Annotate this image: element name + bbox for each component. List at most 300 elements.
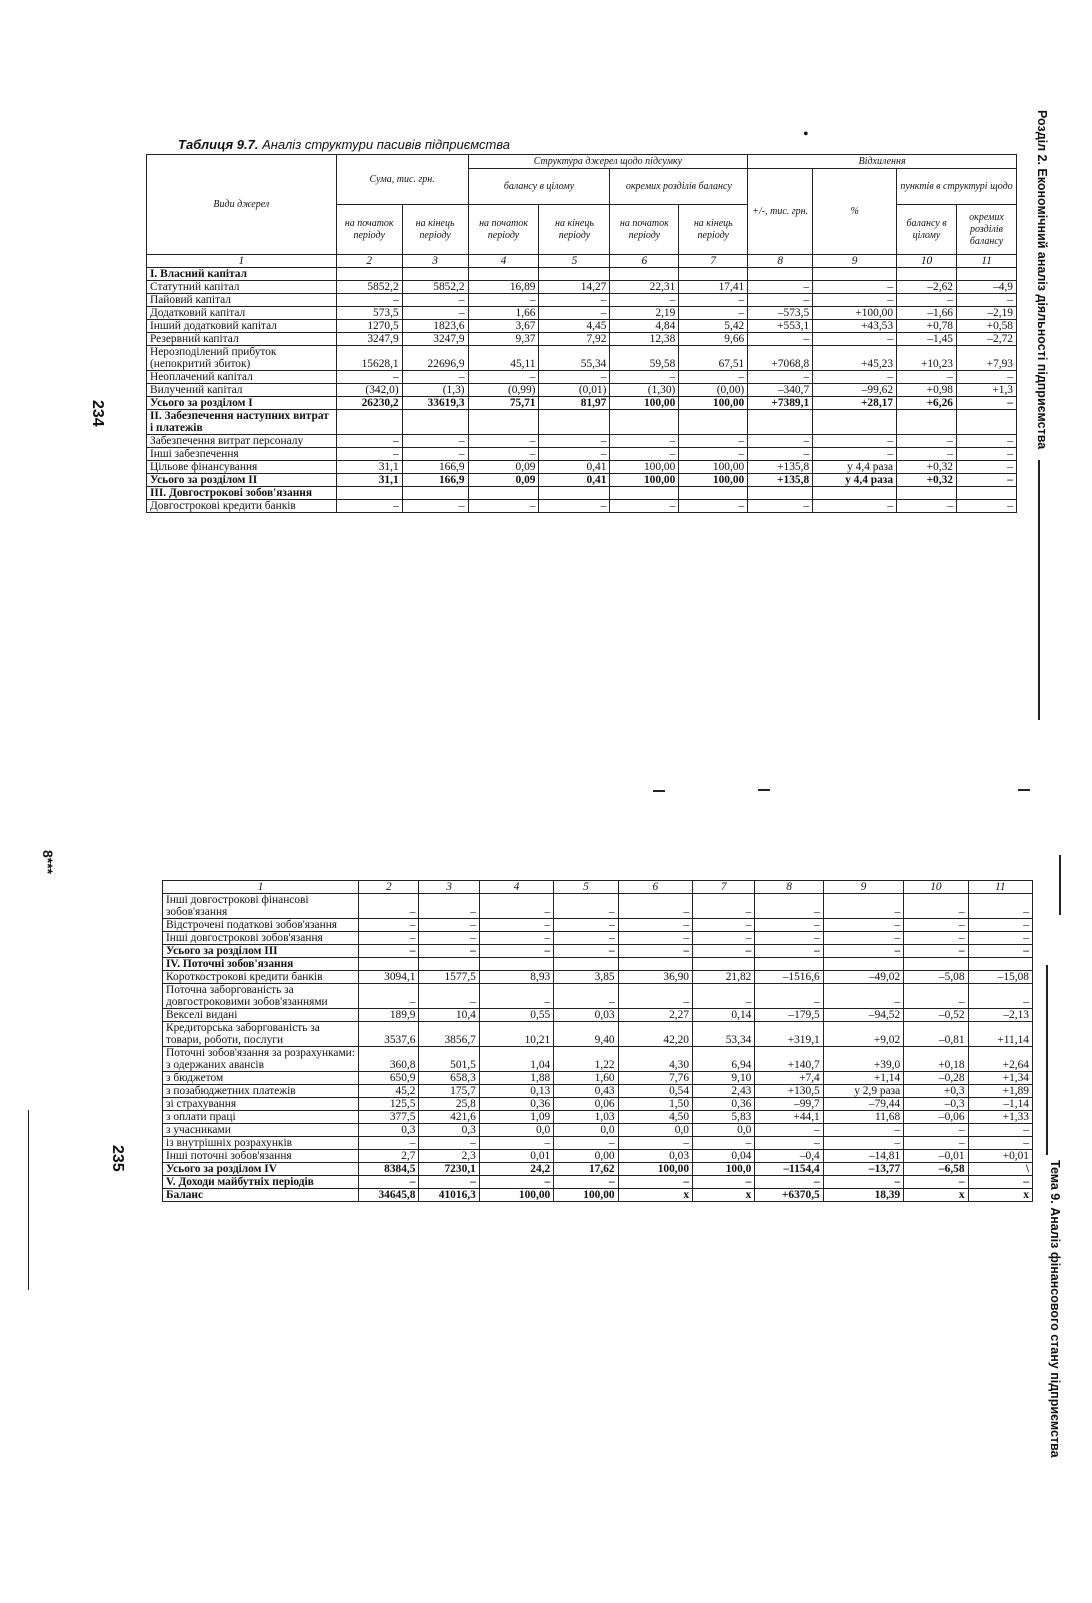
value-cell: – <box>479 894 553 919</box>
table-row <box>147 397 1017 410</box>
table-row <box>163 1111 1033 1124</box>
value-cell: – <box>904 1137 968 1150</box>
value-cell: +7068,8 <box>748 346 813 371</box>
value-cell: 100,0 <box>693 1163 755 1176</box>
row-label: Неоплачений капітал <box>147 371 337 384</box>
value-cell: – <box>968 894 1032 919</box>
value-cell: – <box>813 294 897 307</box>
value-cell: – <box>419 1176 479 1189</box>
table-row <box>147 333 1017 346</box>
value-cell: – <box>468 500 539 513</box>
value-cell: +130,5 <box>755 1085 823 1098</box>
value-cell <box>679 410 748 435</box>
row-label: Усього за розділом ІІІ <box>163 945 359 958</box>
header-p-sections: окремих розділів балансу <box>957 205 1017 255</box>
value-cell: 1270,5 <box>336 320 402 333</box>
value-cell: – <box>618 945 692 958</box>
value-cell: – <box>419 984 479 1009</box>
value-cell: – <box>679 371 748 384</box>
column-number-cell: 2 <box>336 255 402 268</box>
value-cell: – <box>539 371 610 384</box>
value-cell: +10,23 <box>897 346 957 371</box>
value-cell <box>897 410 957 435</box>
value-cell: – <box>957 461 1017 474</box>
column-number-cell: 6 <box>618 881 692 894</box>
table-row <box>147 474 1017 487</box>
value-cell: –1516,6 <box>755 971 823 984</box>
value-cell: –2,72 <box>957 333 1017 346</box>
value-cell: +43,53 <box>813 320 897 333</box>
margin-rule <box>1038 460 1040 720</box>
value-cell: – <box>554 919 618 932</box>
value-cell: 3094,1 <box>359 971 419 984</box>
value-cell <box>618 958 692 971</box>
value-cell: – <box>968 1176 1032 1189</box>
header-start: на початок періоду <box>336 205 402 255</box>
value-cell: – <box>897 500 957 513</box>
column-number-row <box>147 255 1017 268</box>
value-cell: –94,52 <box>823 1009 903 1022</box>
value-cell: 4,45 <box>539 320 610 333</box>
row-label: Нерозподілений прибуток (непокритий збиток) <box>147 346 337 371</box>
row-label: Інший додатковий капітал <box>147 320 337 333</box>
value-cell: 166,9 <box>402 461 468 474</box>
column-number-cell: 8 <box>755 881 823 894</box>
value-cell: – <box>813 500 897 513</box>
table-row <box>163 1072 1033 1085</box>
value-cell: –340,7 <box>748 384 813 397</box>
row-label: ІІ. Забезпечення наступних витрат і платежів <box>147 410 337 435</box>
row-label: Інші довгострокові фінансові зобов'язання <box>163 894 359 919</box>
value-cell: (0,00) <box>679 384 748 397</box>
table-caption <box>178 137 510 152</box>
row-label: Усього за розділом IV <box>163 1163 359 1176</box>
value-cell: 0,0 <box>554 1124 618 1137</box>
header-kinds: Види джерел <box>147 155 337 255</box>
value-cell: 8,93 <box>479 971 553 984</box>
value-cell: – <box>539 500 610 513</box>
value-cell: – <box>748 294 813 307</box>
value-cell: – <box>823 894 903 919</box>
value-cell: 1,09 <box>479 1111 553 1124</box>
value-cell: 2,7 <box>359 1150 419 1163</box>
header-start: на початок періоду <box>610 205 679 255</box>
value-cell <box>468 487 539 500</box>
value-cell: +1,34 <box>968 1072 1032 1085</box>
value-cell: 0,09 <box>468 461 539 474</box>
value-cell: – <box>359 984 419 1009</box>
value-cell: – <box>539 294 610 307</box>
value-cell: 10,4 <box>419 1009 479 1022</box>
header-sections: окремих розділів балансу <box>610 169 748 205</box>
value-cell: 1,60 <box>554 1072 618 1085</box>
value-cell: 0,41 <box>539 461 610 474</box>
table-row <box>163 1098 1033 1111</box>
value-cell: – <box>904 984 968 1009</box>
header-pct: % <box>813 169 897 255</box>
table-row <box>147 294 1017 307</box>
value-cell <box>693 958 755 971</box>
value-cell <box>539 487 610 500</box>
value-cell: – <box>610 294 679 307</box>
value-cell: 0,0 <box>618 1124 692 1137</box>
value-cell: +6370,5 <box>755 1189 823 1202</box>
value-cell: +1,89 <box>968 1085 1032 1098</box>
value-cell: – <box>904 919 968 932</box>
row-label: з позабюджетних платежів <box>163 1085 359 1098</box>
value-cell: 25,8 <box>419 1098 479 1111</box>
value-cell: 53,34 <box>693 1022 755 1047</box>
value-cell: 0,04 <box>693 1150 755 1163</box>
value-cell: –1,45 <box>897 333 957 346</box>
value-cell: 5,42 <box>679 320 748 333</box>
value-cell: +28,17 <box>813 397 897 410</box>
row-label: Довгострокові кредити банків <box>147 500 337 513</box>
value-cell: 100,00 <box>610 397 679 410</box>
value-cell: +100,00 <box>813 307 897 320</box>
value-cell: 2,3 <box>419 1150 479 1163</box>
value-cell <box>897 487 957 500</box>
header-start: на початок періоду <box>468 205 539 255</box>
row-label: Відстрочені податкові зобов'язання <box>163 919 359 932</box>
value-cell: (0,01) <box>539 384 610 397</box>
column-number-cell: 5 <box>539 255 610 268</box>
value-cell: 1,04 <box>479 1047 553 1072</box>
value-cell: – <box>679 500 748 513</box>
value-cell <box>539 268 610 281</box>
value-cell: (342,0) <box>336 384 402 397</box>
value-cell: 1823,6 <box>402 320 468 333</box>
value-cell: 0,0 <box>693 1124 755 1137</box>
row-label: Поточні зобов'язання за розрахунками: з одержаних авансів <box>163 1047 359 1072</box>
value-cell <box>897 268 957 281</box>
table-row <box>147 371 1017 384</box>
value-cell: – <box>419 894 479 919</box>
value-cell: – <box>968 1137 1032 1150</box>
value-cell: – <box>419 945 479 958</box>
value-cell: – <box>813 371 897 384</box>
row-label: Інші забезпечення <box>147 448 337 461</box>
value-cell: – <box>610 448 679 461</box>
value-cell <box>748 487 813 500</box>
value-cell: 36,90 <box>618 971 692 984</box>
value-cell: (0,99) <box>468 384 539 397</box>
table-row <box>163 1085 1033 1098</box>
liabilities-table-part2 <box>162 880 1033 1202</box>
value-cell: 55,34 <box>539 346 610 371</box>
value-cell: – <box>823 1137 903 1150</box>
value-cell <box>359 958 419 971</box>
value-cell: – <box>748 371 813 384</box>
value-cell: 9,40 <box>554 1022 618 1047</box>
value-cell: x <box>618 1189 692 1202</box>
value-cell: – <box>336 294 402 307</box>
value-cell: – <box>618 919 692 932</box>
value-cell: – <box>748 435 813 448</box>
value-cell: 100,00 <box>610 461 679 474</box>
value-cell: \ <box>968 1163 1032 1176</box>
value-cell <box>419 958 479 971</box>
value-cell: – <box>359 894 419 919</box>
value-cell: 650,9 <box>359 1072 419 1085</box>
value-cell: – <box>823 1124 903 1137</box>
table-row <box>163 1124 1033 1137</box>
value-cell: – <box>755 984 823 1009</box>
row-label: із внутрішніх розрахунків <box>163 1137 359 1150</box>
value-cell: –0,52 <box>904 1009 968 1022</box>
column-number-cell: 11 <box>957 255 1017 268</box>
value-cell: 100,00 <box>610 474 679 487</box>
value-cell: 11,68 <box>823 1111 903 1124</box>
row-label: Баланс <box>163 1189 359 1202</box>
value-cell: 3247,9 <box>402 333 468 346</box>
value-cell: –0,06 <box>904 1111 968 1124</box>
value-cell: +45,23 <box>813 346 897 371</box>
value-cell: – <box>968 932 1032 945</box>
value-cell <box>957 410 1017 435</box>
value-cell: 5852,2 <box>402 281 468 294</box>
column-number-row <box>163 881 1033 894</box>
value-cell: – <box>359 919 419 932</box>
value-cell: 3,67 <box>468 320 539 333</box>
column-number-cell: 11 <box>968 881 1032 894</box>
row-label: з бюджетом <box>163 1072 359 1085</box>
value-cell: +0,18 <box>904 1047 968 1072</box>
value-cell: +135,8 <box>748 461 813 474</box>
value-cell: –179,5 <box>755 1009 823 1022</box>
value-cell: 42,20 <box>618 1022 692 1047</box>
value-cell: x <box>968 1189 1032 1202</box>
value-cell: – <box>897 294 957 307</box>
row-label: Усього за розділом ІІ <box>147 474 337 487</box>
value-cell <box>336 268 402 281</box>
table-row <box>147 435 1017 448</box>
value-cell: – <box>957 500 1017 513</box>
value-cell: у 4,4 раза <box>813 474 897 487</box>
value-cell: – <box>755 1124 823 1137</box>
value-cell: 3247,9 <box>336 333 402 346</box>
value-cell: – <box>359 945 419 958</box>
value-cell: 7,76 <box>618 1072 692 1085</box>
value-cell: 15628,1 <box>336 346 402 371</box>
value-cell: – <box>904 1124 968 1137</box>
value-cell: 67,51 <box>679 346 748 371</box>
margin-rule <box>1059 855 1061 915</box>
value-cell: – <box>610 371 679 384</box>
value-cell <box>755 958 823 971</box>
header-end: на кінець періоду <box>679 205 748 255</box>
value-cell: +319,1 <box>755 1022 823 1047</box>
scan-mark <box>653 790 665 792</box>
value-cell <box>468 268 539 281</box>
value-cell <box>813 410 897 435</box>
value-cell: 100,00 <box>479 1189 553 1202</box>
speck: • <box>803 126 809 143</box>
value-cell: 22696,9 <box>402 346 468 371</box>
value-cell: 0,01 <box>479 1150 553 1163</box>
value-cell: – <box>755 1137 823 1150</box>
value-cell <box>813 268 897 281</box>
table-row <box>163 984 1033 1009</box>
value-cell: – <box>748 448 813 461</box>
value-cell: – <box>479 932 553 945</box>
value-cell: – <box>479 1176 553 1189</box>
value-cell: 33619,3 <box>402 397 468 410</box>
table-row <box>163 894 1033 919</box>
value-cell: – <box>897 448 957 461</box>
value-cell: x <box>693 1189 755 1202</box>
value-cell: –573,5 <box>748 307 813 320</box>
value-cell: –2,19 <box>957 307 1017 320</box>
value-cell: 658,3 <box>419 1072 479 1085</box>
value-cell: +553,1 <box>748 320 813 333</box>
value-cell: –6,58 <box>904 1163 968 1176</box>
value-cell: +9,02 <box>823 1022 903 1047</box>
value-cell: 573,5 <box>336 307 402 320</box>
value-cell: +1,33 <box>968 1111 1032 1124</box>
value-cell: – <box>957 397 1017 410</box>
section-header-row <box>147 268 1017 281</box>
table-row <box>163 1022 1033 1047</box>
table-row <box>163 1137 1033 1150</box>
value-cell: 18,39 <box>823 1189 903 1202</box>
value-cell: – <box>957 474 1017 487</box>
column-number-cell: 3 <box>419 881 479 894</box>
table-row <box>163 1150 1033 1163</box>
value-cell <box>748 268 813 281</box>
value-cell: – <box>554 932 618 945</box>
value-cell: – <box>479 984 553 1009</box>
row-label: зі страхування <box>163 1098 359 1111</box>
value-cell: –1,66 <box>897 307 957 320</box>
table-row <box>147 281 1017 294</box>
header-deviation: Відхилення <box>748 155 1017 169</box>
value-cell: – <box>957 371 1017 384</box>
value-cell: 1,88 <box>479 1072 553 1085</box>
liabilities-table-part1 <box>146 154 1017 513</box>
value-cell: – <box>813 448 897 461</box>
value-cell: 81,97 <box>539 397 610 410</box>
value-cell: 100,00 <box>679 474 748 487</box>
value-cell <box>402 410 468 435</box>
value-cell: –13,77 <box>823 1163 903 1176</box>
value-cell: 21,82 <box>693 971 755 984</box>
value-cell <box>679 487 748 500</box>
value-cell: 0,36 <box>479 1098 553 1111</box>
table-row <box>147 320 1017 333</box>
value-cell: – <box>359 932 419 945</box>
value-cell: +0,58 <box>957 320 1017 333</box>
value-cell: – <box>679 294 748 307</box>
row-label: Вилучений капітал <box>147 384 337 397</box>
value-cell: – <box>554 1176 618 1189</box>
value-cell: – <box>554 894 618 919</box>
value-cell: +39,0 <box>823 1047 903 1072</box>
value-cell: 421,6 <box>419 1111 479 1124</box>
header-sum: Сума, тис. грн. <box>336 155 468 205</box>
column-number-cell: 10 <box>897 255 957 268</box>
table-row <box>163 1189 1033 1202</box>
value-cell: 4,30 <box>618 1047 692 1072</box>
value-cell: 12,38 <box>610 333 679 346</box>
value-cell: 10,21 <box>479 1022 553 1047</box>
value-cell: +6,26 <box>897 397 957 410</box>
header-points: пунктів в структурі щодо <box>897 169 1017 205</box>
column-number-cell: 9 <box>813 255 897 268</box>
value-cell <box>679 268 748 281</box>
column-number-cell: 5 <box>554 881 618 894</box>
page-number-bottom: 235 <box>109 1145 126 1172</box>
value-cell <box>748 410 813 435</box>
column-number-cell: 1 <box>147 255 337 268</box>
value-cell: 360,8 <box>359 1047 419 1072</box>
column-number-cell: 4 <box>468 255 539 268</box>
table-row <box>147 346 1017 371</box>
value-cell: 0,0 <box>479 1124 553 1137</box>
value-cell: – <box>957 448 1017 461</box>
value-cell: 0,00 <box>554 1150 618 1163</box>
value-cell: – <box>554 984 618 1009</box>
value-cell: 3,85 <box>554 971 618 984</box>
value-cell <box>968 958 1032 971</box>
value-cell: x <box>904 1189 968 1202</box>
value-cell: – <box>402 371 468 384</box>
signature-mark: 8*** <box>40 850 56 875</box>
table-row <box>163 1163 1033 1176</box>
value-cell: 0,43 <box>554 1085 618 1098</box>
header-abs: +/-, тис. грн. <box>748 169 813 255</box>
value-cell: – <box>468 435 539 448</box>
value-cell: – <box>402 448 468 461</box>
value-cell: – <box>539 448 610 461</box>
value-cell: – <box>748 333 813 346</box>
value-cell: 100,00 <box>679 461 748 474</box>
value-cell: –0,4 <box>755 1150 823 1163</box>
row-label: Поточна заборгованість за довгостроковими зобов'язаннями <box>163 984 359 1009</box>
value-cell: – <box>823 984 903 1009</box>
value-cell: – <box>539 435 610 448</box>
value-cell: 175,7 <box>419 1085 479 1098</box>
value-cell <box>610 410 679 435</box>
value-cell: 0,14 <box>693 1009 755 1022</box>
row-label: Пайовий капітал <box>147 294 337 307</box>
value-cell: +11,14 <box>968 1022 1032 1047</box>
value-cell: 9,66 <box>679 333 748 346</box>
running-head-topic: Тема 9. Аналіз фінансового стану підприємства <box>1048 1160 1062 1458</box>
value-cell: – <box>693 919 755 932</box>
value-cell: 34645,8 <box>359 1189 419 1202</box>
value-cell: 2,43 <box>693 1085 755 1098</box>
value-cell: 22,31 <box>610 281 679 294</box>
value-cell: 9,37 <box>468 333 539 346</box>
row-label: Інші поточні зобов'язання <box>163 1150 359 1163</box>
value-cell: – <box>618 894 692 919</box>
value-cell: у 4,4 раза <box>813 461 897 474</box>
section-header-row <box>147 410 1017 435</box>
margin-rule <box>1046 965 1048 1155</box>
value-cell: 75,71 <box>468 397 539 410</box>
value-cell: 0,36 <box>693 1098 755 1111</box>
value-cell: 1577,5 <box>419 971 479 984</box>
value-cell: 45,11 <box>468 346 539 371</box>
value-cell: +0,3 <box>904 1085 968 1098</box>
column-number-cell: 6 <box>610 255 679 268</box>
value-cell: 7,92 <box>539 333 610 346</box>
value-cell: 14,27 <box>539 281 610 294</box>
value-cell: – <box>618 1137 692 1150</box>
value-cell <box>468 410 539 435</box>
value-cell: – <box>419 1137 479 1150</box>
